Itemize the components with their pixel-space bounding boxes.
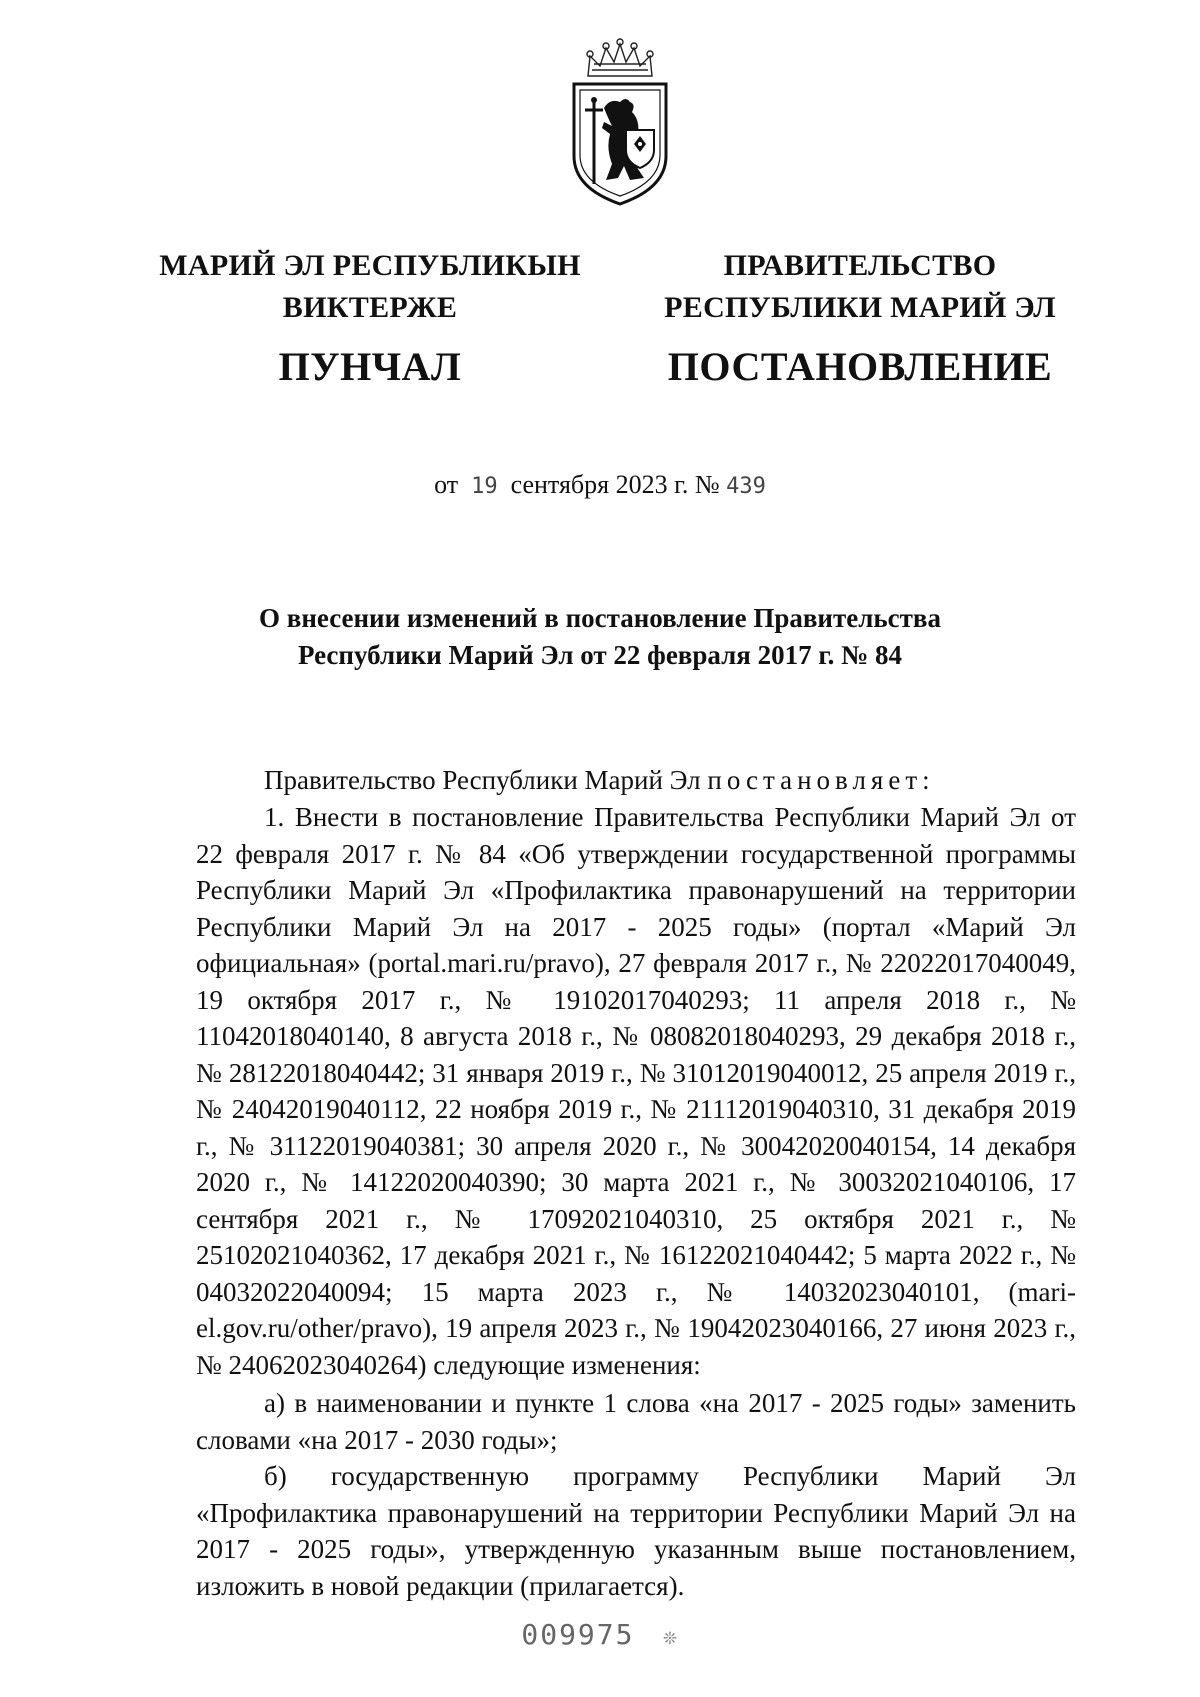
subparagraph-a-text: а) в наименовании и пункте 1 слова «на 2017 - 2025 годы» заменить словами «на 2017 - 2030 годы»; [196, 1388, 1076, 1455]
title-line1: О внесении изменений в постановление Правительства [259, 603, 941, 633]
subparagraph-b [196, 1458, 1076, 1604]
coat-of-arms-emblem [560, 38, 680, 208]
header-right-line2: РЕСПУБЛИКИ МАРИЙ ЭЛ [664, 291, 1056, 324]
header-mari-block [150, 245, 590, 395]
serial-number: 009975 [521, 1618, 635, 1651]
date-month-year: сентября 2023 г. № [510, 470, 720, 499]
document-number: 439 [726, 474, 766, 499]
stamp-star-icon: ❊ [663, 1625, 679, 1650]
header-left-line1: МАРИЙ ЭЛ РЕСПУБЛИКЫН [159, 249, 581, 282]
date-prefix: от [434, 470, 459, 499]
paragraph-1 [196, 799, 1076, 1383]
intro-text: Правительство Республики Марий Эл [264, 765, 701, 795]
header-left-doc-type: ПУНЧАЛ [278, 344, 462, 389]
subparagraph-b-text: б) государственную программу Республики Марий Эл «Профилактика правонарушений на территории Республики Марий Эл на 2017 - 2025 годы», утвержденную указанным выше постановлением, изложить в новой редакции (прилагается). [196, 1461, 1076, 1601]
document-date-number [0, 470, 1200, 500]
intro-paragraph [196, 762, 1076, 799]
header-left-line2: ВИКТЕРЖЕ [282, 291, 458, 324]
serial-stamp [0, 1618, 1200, 1651]
header-right-doc-type: ПОСТАНОВЛЕНИЕ [667, 344, 1053, 389]
title-line2: Республики Марий Эл от 22 февраля 2017 г. № 84 [297, 640, 902, 670]
paragraph-1-text: 1. Внести в постановление Правительства Республики Марий Эл от 22 февраля 2017 г. № 84 «Об утверждении государственной программы Республики Марий Эл «Профилактика правонарушений на территории Республики Марий Эл на 2017 - 2025 годы» (портал «Марий Эл официальная» (portal.mari.ru/pravo), 27 февраля 2017 г., № 22022017040049, 19 октября 2017 г., № 19102017040293; 11 апреля 2018 г., № 11042018040140, 8 августа 2018 г., № 08082018040293, 29 декабря 2018 г., № 28122018040442; 31 января 2019 г., № 31012019040012, 25 апреля 2019 г., № 24042019040112, 22 ноября 2019 г., № 21112019040310, 31 декабря 2019 г., № 31122019040381; 30 апреля 2020 г., № 30042020040154, 14 декабря 2020 г., № 14122020040390; 30 марта 2021 г., № 30032021040106, 17 сентября 2021 г., № 17092021040310, 25 октября 2021 г., № 25102021040362, 17 декабря 2021 г., № 16122021040442; 5 марта 2022 г., № 04032022040094; 15 марта 2023 г., № 14032023040101, (mari-el.gov.ru/other/pravo), 19 апреля 2023 г., № 19042023040166, 27 июня 2023 г., № 24062023040264) следующие изменения: [196, 802, 1076, 1380]
subparagraph-a [196, 1385, 1076, 1458]
header-russian-block [630, 245, 1090, 395]
header-right-line1: ПРАВИТЕЛЬСТВО [723, 249, 997, 282]
intro-verb: постановляет: [707, 765, 935, 795]
date-day: 19 [471, 474, 498, 499]
document-title [200, 600, 1000, 674]
